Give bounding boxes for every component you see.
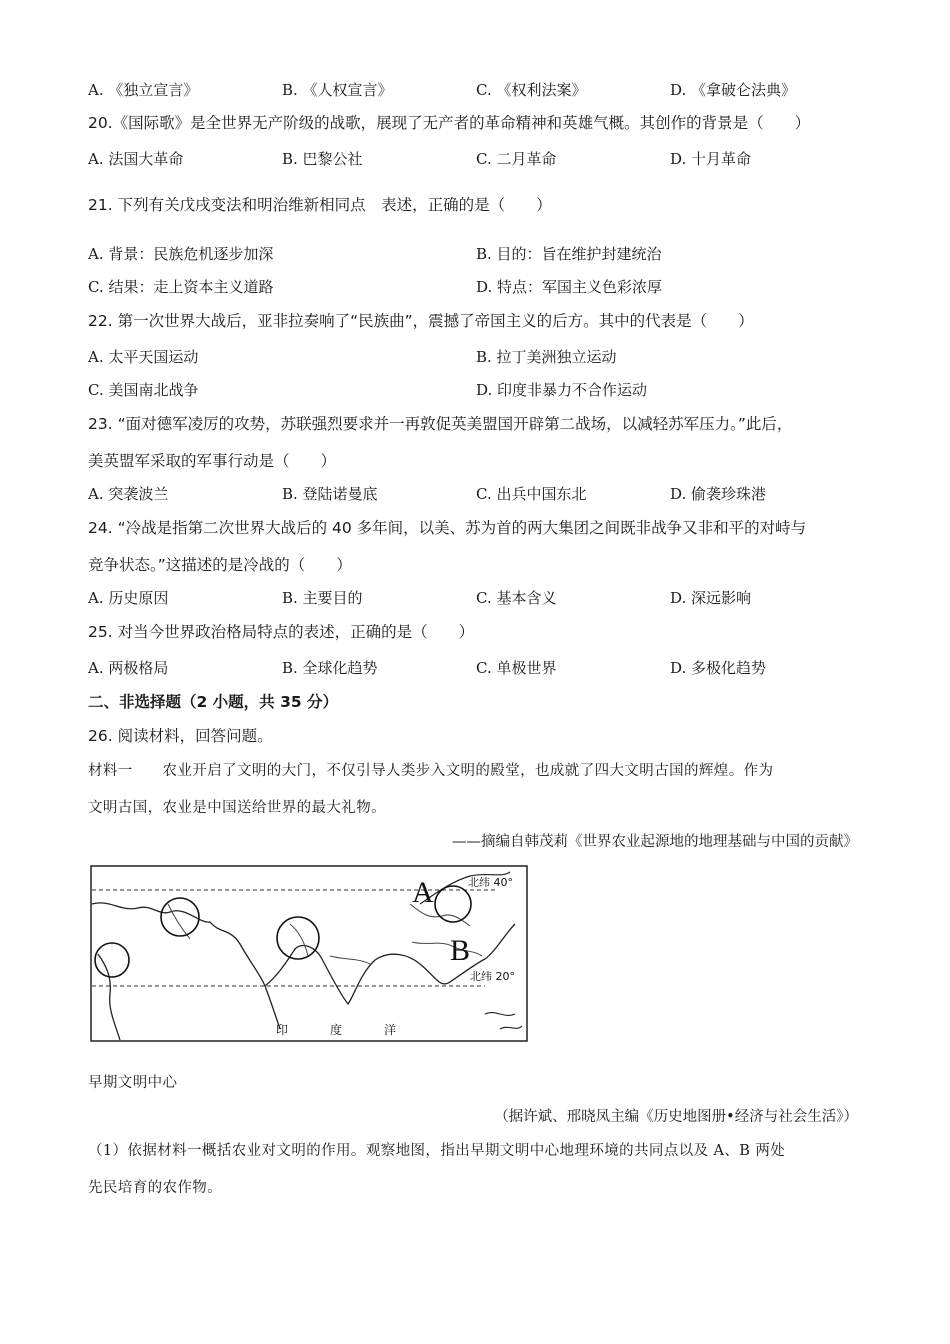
q25-option-b[interactable]: B. 全球化趋势 (282, 659, 378, 677)
map-graphic (90, 864, 530, 1044)
q24-option-b[interactable]: B. 主要目的 (282, 589, 363, 607)
q22-stem: 22. 第一次世界大战后，亚非拉奏响了“民族曲”，震撼了帝国主义的后方。其中的代表是（ ） (88, 312, 754, 330)
q24-stem-line2: 竞争状态。”这描述的是冷战的（ ） (88, 556, 352, 574)
q23-option-a[interactable]: A. 突袭波兰 (88, 485, 169, 503)
map-label-a: A (412, 876, 434, 909)
q21-stem: 21. 下列有关戊戌变法和明治维新相同点 表述，正确的是（ ） (88, 196, 552, 214)
q24-stem-line1: 24. “冷战是指第二次世界大战后的 40 多年间，以美、苏为首的两大集团之间既非战争又非和平的对峙与 (88, 519, 807, 537)
q24-option-d[interactable]: D. 深远影响 (670, 589, 752, 607)
ocean-label-2: 度 (330, 1023, 343, 1037)
ocean-label-3: 洋 (384, 1023, 397, 1037)
q19-option-c[interactable]: C. 《权利法案》 (476, 81, 587, 99)
q24-option-a[interactable]: A. 历史原因 (88, 589, 169, 607)
q21-option-a[interactable]: A. 背景：民族危机逐步加深 (88, 245, 274, 263)
q23-option-d[interactable]: D. 偷袭珍珠港 (670, 485, 767, 503)
q22-option-a[interactable]: A. 太平天国运动 (88, 348, 199, 366)
q23-stem-line1: 23. “面对德军凌厉的攻势，苏联强烈要求并一再敦促英美盟国开辟第二战场，以减轻苏军压力。”此后， (88, 415, 793, 433)
q23-option-b[interactable]: B. 登陆诺曼底 (282, 485, 378, 503)
q20-option-c[interactable]: C. 二月革命 (476, 150, 557, 168)
q22-option-b[interactable]: B. 拉丁美洲独立运动 (476, 348, 617, 366)
q20-option-d[interactable]: D. 十月革命 (670, 150, 752, 168)
q25-stem: 25. 对当今世界政治格局特点的表述，正确的是（ ） (88, 623, 475, 641)
q25-option-a[interactable]: A. 两极格局 (88, 659, 169, 677)
material1-source: ——摘编自韩茂莉《世界农业起源地的地理基础与中国的贡献》 (452, 834, 858, 850)
q24-option-c[interactable]: C. 基本含义 (476, 589, 557, 607)
section-title: 二、非选择题（2 小题，共 35 分） (88, 693, 339, 711)
q20-option-b[interactable]: B. 巴黎公社 (282, 150, 363, 168)
lat-20-label: 北纬 20° (470, 970, 515, 983)
map-label-b: B (450, 934, 471, 967)
q25-option-c[interactable]: C. 单极世界 (476, 659, 557, 677)
material1-line1: 材料一 农业开启了文明的大门，不仅引导人类步入文明的殿堂，也成就了四大文明古国的辉煌。作为 (88, 763, 774, 779)
q19-option-d[interactable]: D. 《拿破仑法典》 (670, 81, 797, 99)
q19-option-a[interactable]: A. 《独立宣言》 (88, 81, 199, 99)
q22-option-c[interactable]: C. 美国南北战争 (88, 381, 199, 399)
early-civilization-map (90, 864, 530, 1044)
q26-stem: 26. 阅读材料，回答问题。 (88, 727, 273, 745)
q26-sub1-line1: （1）依据材料一概括农业对文明的作用。观察地图，指出早期文明中心地理环境的共同点以及 A、B 两处 (88, 1143, 786, 1159)
q25-option-d[interactable]: D. 多极化趋势 (670, 659, 767, 677)
ocean-label-1: 印 (276, 1023, 289, 1037)
q23-option-c[interactable]: C. 出兵中国东北 (476, 485, 587, 503)
lat-40-label: 北纬 40° (468, 876, 513, 889)
q21-option-d[interactable]: D. 特点：军国主义色彩浓厚 (476, 278, 663, 296)
q23-stem-line2: 美英盟军采取的军事行动是（ ） (88, 452, 337, 470)
q22-option-d[interactable]: D. 印度非暴力不合作运动 (476, 381, 648, 399)
material1-line2: 文明古国，农业是中国送给世界的最大礼物。 (88, 800, 386, 816)
q20-stem: 20.《国际歌》是全世界无产阶级的战歌，展现了无产者的革命精神和英雄气概。其创作的背景是（ ） (88, 114, 811, 132)
q21-option-c[interactable]: C. 结果：走上资本主义道路 (88, 278, 274, 296)
q21-option-b[interactable]: B. 目的：旨在维护封建统治 (476, 245, 662, 263)
q26-sub1-line2: 先民培育的农作物。 (88, 1180, 223, 1196)
map-caption: 早期文明中心 (88, 1075, 178, 1091)
map-source: （据许斌、邢晓凤主编《历史地图册•经济与社会生活》） (494, 1109, 858, 1125)
q19-option-b[interactable]: B. 《人权宣言》 (282, 81, 393, 99)
q20-option-a[interactable]: A. 法国大革命 (88, 150, 184, 168)
